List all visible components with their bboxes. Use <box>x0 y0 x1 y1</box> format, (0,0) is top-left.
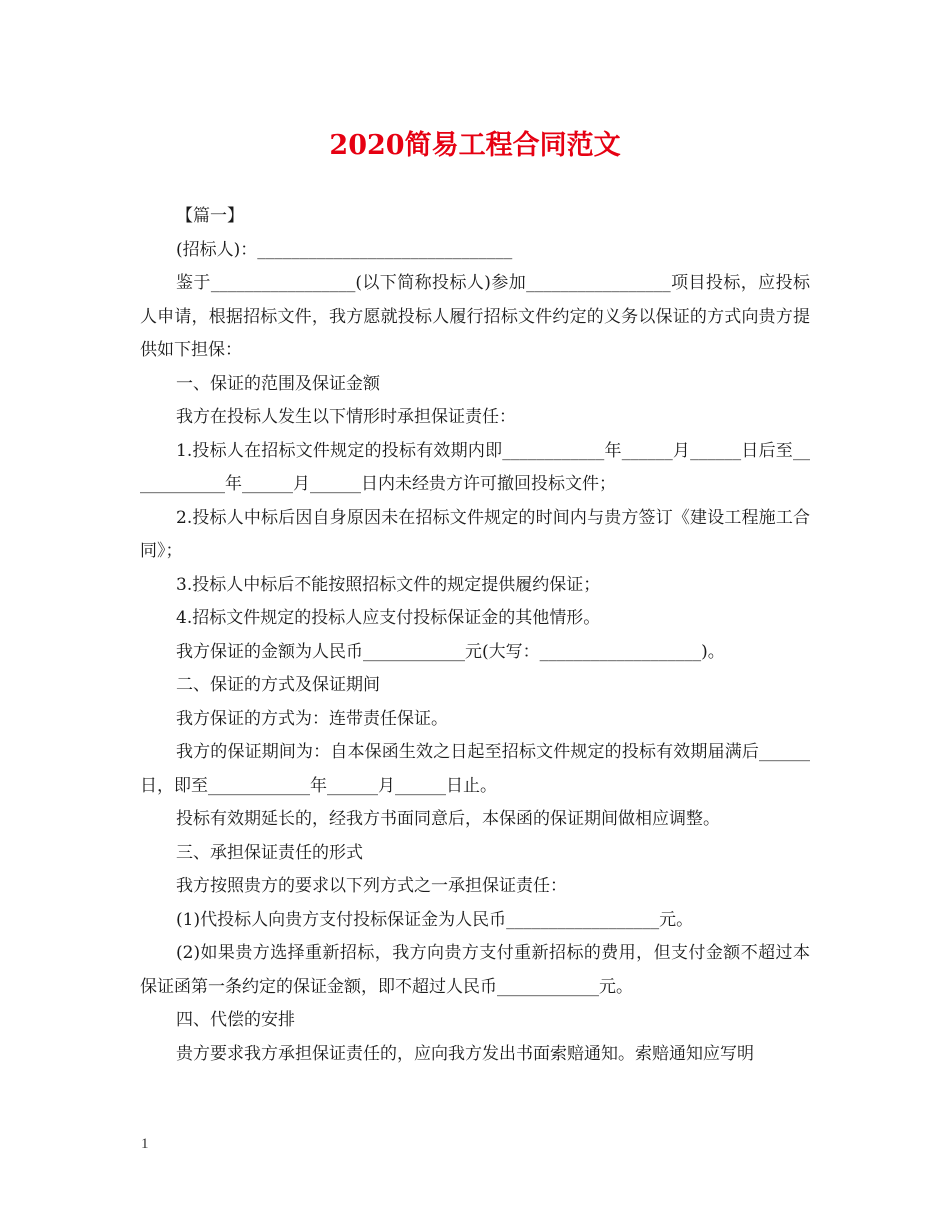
list-item: 3.投标人中标后不能按照招标文件的规定提供履约保证； <box>176 574 601 595</box>
section-heading: 一、保证的范围及保证金额 <box>176 373 380 394</box>
paragraph: 我方保证的金额为人民币____________元(大写：___________________)。 <box>176 641 725 662</box>
list-item: 2.投标人中标后因自身原因未在招标文件规定的时间内与贵方签订《建设工程施工合同》； <box>140 507 810 561</box>
paragraph: 我方的保证期间为：自本保函生效之日起至招标文件规定的投标有效期届满后______日，即至____________年______月______日止。 <box>140 742 810 796</box>
document-body <box>140 200 810 1071</box>
paragraph: 投标有效期延长的，经我方书面同意后，本保函的保证期间做相应调整。 <box>176 809 720 829</box>
section-label: 【篇一】 <box>176 206 244 226</box>
paragraph: 我方保证的方式为：连带责任保证。 <box>176 708 448 729</box>
section-heading: 四、代偿的安排 <box>176 1010 295 1030</box>
list-item: (2)如果贵方选择重新招标，我方向贵方支付重新招标的费用，但支付金额不超过本保证函第一条约定的保证金额，即不超过人民币____________元。 <box>140 943 810 997</box>
list-item: 4.招标文件规定的投标人应支付投标保证金的其他情形。 <box>176 608 601 628</box>
paragraph: 贵方要求我方承担保证责任的，应向我方发出书面索赔通知。索赔通知应写明 <box>176 1043 754 1064</box>
page-number: 1 <box>141 1136 149 1152</box>
paragraph: 我方在投标人发生以下情形时承担保证责任： <box>176 407 516 427</box>
section-heading: 二、保证的方式及保证期间 <box>176 675 380 695</box>
paragraph: (招标人)：______________________________ <box>176 239 513 260</box>
list-item: (1)代投标人向贵方支付投标保证金为人民币__________________元。 <box>176 909 694 930</box>
paragraph: 我方按照贵方的要求以下列方式之一承担保证责任： <box>176 876 567 896</box>
list-item: 1.投标人在招标文件规定的投标有效期内即____________年______月______日后至____________年______月______日内未经贵方许可撤回投标文件； <box>140 440 810 494</box>
document-title: 2020简易工程合同范文 <box>329 130 621 161</box>
paragraph: 鉴于_________________(以下简称投标人)参加_________________项目投标，应投标人申请，根据招标文件，我方愿就投标人履行招标文件约定的义务以保证的方式向贵方提供如下担保： <box>140 273 810 360</box>
section-heading: 三、承担保证责任的形式 <box>176 842 363 863</box>
